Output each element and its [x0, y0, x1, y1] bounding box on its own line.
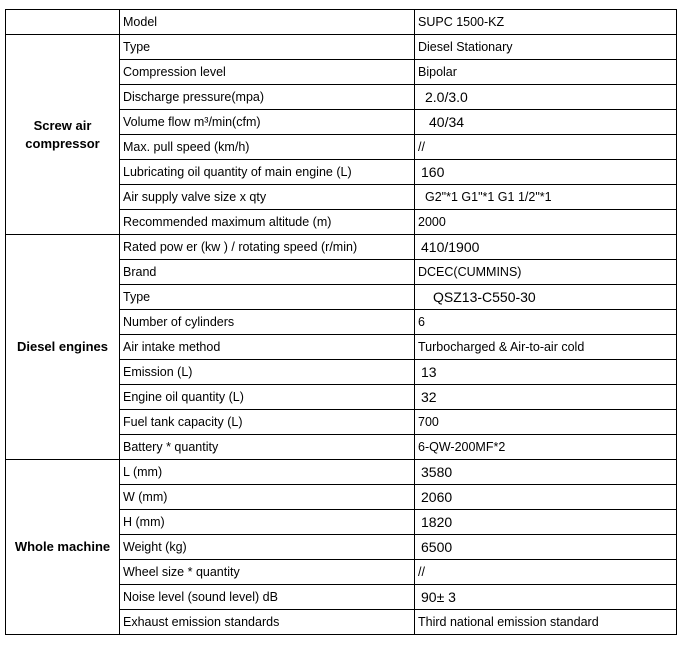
table-row — [6, 35, 677, 60]
row-label: Noise level (sound level) dB — [120, 585, 415, 610]
row-label: Battery * quantity — [120, 435, 415, 460]
row-value: 2000 — [415, 210, 677, 235]
row-value: 160 — [415, 160, 677, 185]
row-label: Weight (kg) — [120, 535, 415, 560]
group-label-machine: Whole machine — [6, 460, 120, 635]
row-label: Exhaust emission standards — [120, 610, 415, 635]
row-label: Emission (L) — [120, 360, 415, 385]
row-label: Max. pull speed (km/h) — [120, 135, 415, 160]
row-value: 2.0/3.0 — [415, 85, 677, 110]
row-value: 3580 — [415, 460, 677, 485]
row-label: W (mm) — [120, 485, 415, 510]
row-value: 6-QW-200MF*2 — [415, 435, 677, 460]
row-value: Third national emission standard — [415, 610, 677, 635]
row-label: Recommended maximum altitude (m) — [120, 210, 415, 235]
group-label-compressor: Screw air compressor — [6, 35, 120, 235]
row-label: Engine oil quantity (L) — [120, 385, 415, 410]
row-label: Number of cylinders — [120, 310, 415, 335]
row-value: 2060 — [415, 485, 677, 510]
row-value: QSZ13-C550-30 — [415, 285, 677, 310]
row-value: SUPC 1500-KZ — [415, 10, 677, 35]
row-value: Bipolar — [415, 60, 677, 85]
row-value: 90± 3 — [415, 585, 677, 610]
row-label: Volume flow m³/min(cfm) — [120, 110, 415, 135]
row-label: Lubricating oil quantity of main engine (L) — [120, 160, 415, 185]
row-value: 410/1900 — [415, 235, 677, 260]
group-label-engine: Diesel engines — [6, 235, 120, 460]
row-label: Model — [120, 10, 415, 35]
row-label: Wheel size * quantity — [120, 560, 415, 585]
row-value: 6500 — [415, 535, 677, 560]
spec-table — [5, 9, 677, 635]
row-value: G2"*1 G1"*1 G1 1/2"*1 — [415, 185, 677, 210]
row-value: Diesel Stationary — [415, 35, 677, 60]
row-label: Type — [120, 35, 415, 60]
blank-cell — [6, 10, 120, 35]
table-row — [6, 460, 677, 485]
row-label: Rated pow er (kw ) / rotating speed (r/min) — [120, 235, 415, 260]
row-value: 32 — [415, 385, 677, 410]
row-value: DCEC(CUMMINS) — [415, 260, 677, 285]
table-row — [6, 10, 677, 35]
row-label: Compression level — [120, 60, 415, 85]
row-value: 13 — [415, 360, 677, 385]
row-label: Air intake method — [120, 335, 415, 360]
row-label: Fuel tank capacity (L) — [120, 410, 415, 435]
row-label: Discharge pressure(mpa) — [120, 85, 415, 110]
row-value: Turbocharged & Air-to-air cold — [415, 335, 677, 360]
row-label: L (mm) — [120, 460, 415, 485]
row-value: 40/34 — [415, 110, 677, 135]
row-value: 1820 — [415, 510, 677, 535]
table-row — [6, 235, 677, 260]
row-label: H (mm) — [120, 510, 415, 535]
row-label: Air supply valve size x qty — [120, 185, 415, 210]
row-value: 700 — [415, 410, 677, 435]
row-value: // — [415, 560, 677, 585]
row-label: Type — [120, 285, 415, 310]
row-value: 6 — [415, 310, 677, 335]
row-label: Brand — [120, 260, 415, 285]
row-value: // — [415, 135, 677, 160]
